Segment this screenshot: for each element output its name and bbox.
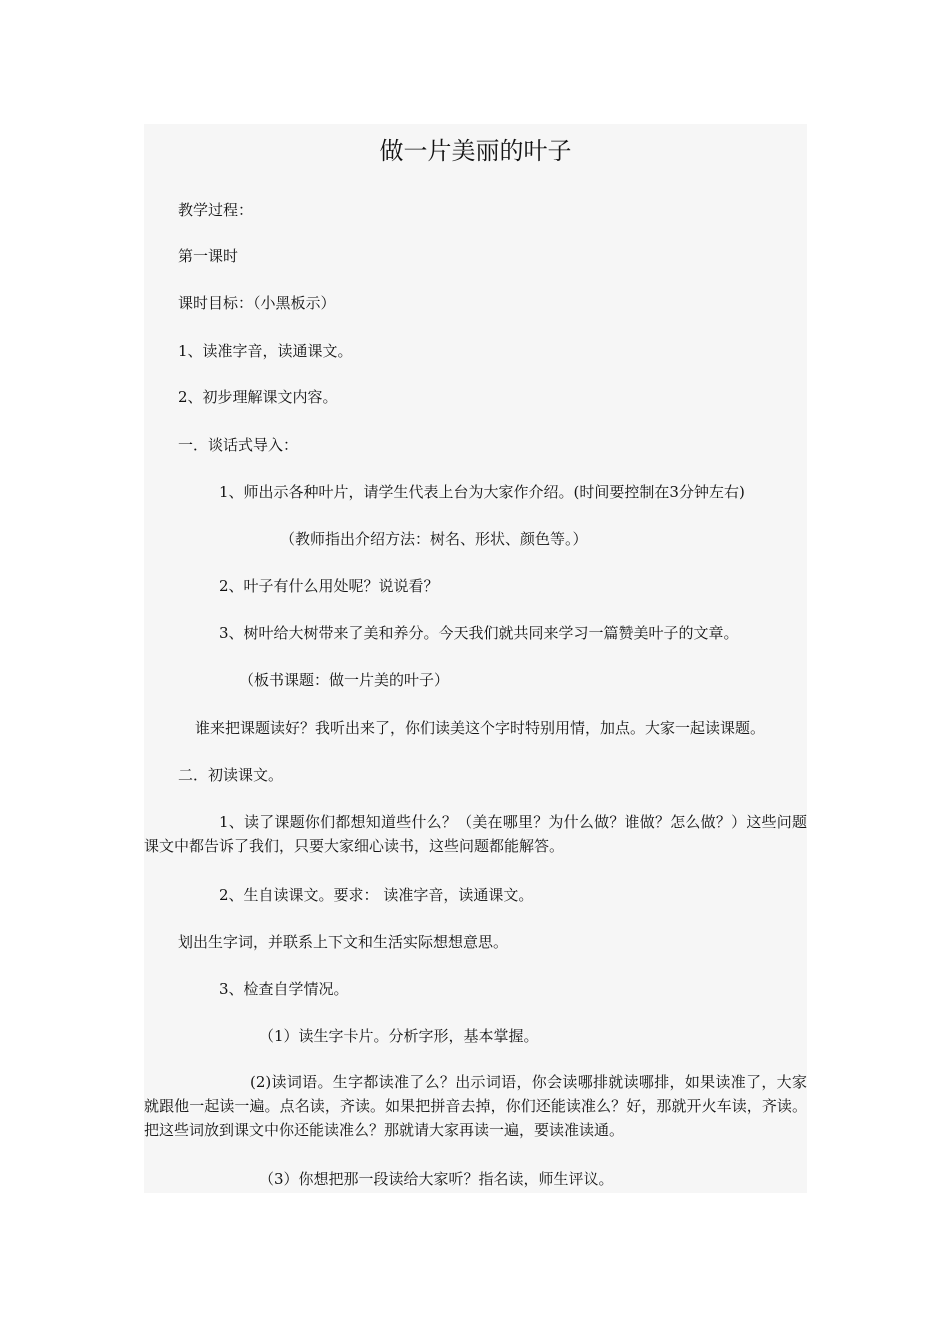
paragraph-lesson-goals: 课时目标：（小黑板示） bbox=[178, 294, 336, 312]
paragraph-check-3: （3）你想把那一段读给大家听？指名读，师生评议。 bbox=[259, 1170, 614, 1188]
paragraph-intro-step-2: 2、叶子有什么用处呢？说说看？ bbox=[219, 577, 439, 595]
paragraph-intro-step-1: 1、师出示各种叶片，请学生代表上台为大家作介绍。(时间要控制在3分钟左右) bbox=[219, 483, 745, 501]
paragraph-check-1: （1）读生字卡片。分析字形，基本掌握。 bbox=[259, 1027, 539, 1045]
paragraph-board-title: （板书课题：做一片美的叶子） bbox=[239, 671, 450, 689]
paragraph-intro-step-3: 3、树叶给大树带来了美和养分。今天我们就共同来学习一篇赞美叶子的文章。 bbox=[219, 624, 739, 642]
paragraph-read-title: 谁来把课题读好？我听出来了，你们读美这个字时特别用情，加点。大家一起读课题。 bbox=[195, 719, 766, 737]
section-heading-intro: 一．谈话式导入： bbox=[178, 436, 299, 454]
paragraph-reading-step-1: 1、读了课题你们都想知道些什么？（美在哪里？为什么做？谁做？怎么做？）这些问题课文中都告诉了我们，只要大家细心读书，这些问题都能解答。 bbox=[144, 813, 807, 855]
paragraph-goal-2: 2、初步理解课文内容。 bbox=[178, 388, 338, 406]
section-heading-first-reading: 二．初读课文。 bbox=[178, 766, 284, 784]
paragraph-teaching-process: 教学过程： bbox=[178, 201, 254, 219]
document-page bbox=[144, 124, 807, 1193]
paragraph-goal-1: 1、读准字音，读通课文。 bbox=[178, 342, 353, 360]
paragraph-mark-words: 划出生字词，并联系上下文和生活实际想想意思。 bbox=[178, 933, 509, 951]
paragraph-check-2: (2)读词语。生字都读准了么？出示词语，你会读哪排就读哪排，如果读准了，大家就跟他一起读一遍。点名读，齐读。如果把拼音去掉，你们还能读准么？好，那就开火车读，齐读。把这些词放到课文中你还能读准么？那就请大家再读一遍，要读准读通。 bbox=[144, 1073, 807, 1139]
paragraph-reading-step-2: 2、生自读课文。要求： 读准字音，读通课文。 bbox=[219, 886, 534, 904]
paragraph-intro-note: （教师指出介绍方法：树名、形状、颜色等。） bbox=[280, 530, 588, 548]
paragraph-reading-step-3: 3、检查自学情况。 bbox=[219, 980, 349, 998]
document-title: 做一片美丽的叶子 bbox=[379, 137, 572, 165]
paragraph-first-lesson: 第一课时 bbox=[178, 247, 239, 265]
